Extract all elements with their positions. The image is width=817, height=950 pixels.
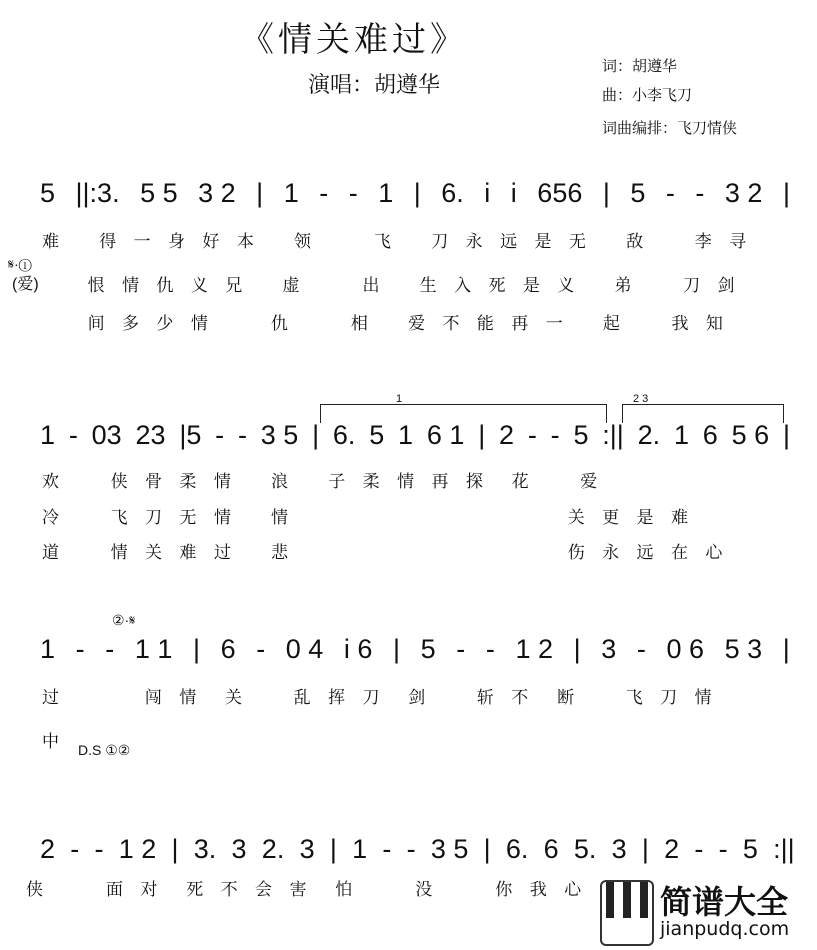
note: 0 6 <box>666 634 704 664</box>
lyric-line-1-2: 恨 情 仇 义 兄 虚 出 生 入 死 是 义 弟 刀 剑 <box>42 276 741 296</box>
note: i <box>484 178 491 208</box>
note: 656 <box>537 178 583 208</box>
note: - <box>665 178 675 208</box>
lyricist-credit: 词：胡遵华 <box>602 57 678 75</box>
site-logo <box>600 880 789 946</box>
piano-keys-icon <box>600 880 654 946</box>
note: 2. <box>261 834 285 864</box>
note: 5 <box>573 420 589 450</box>
note: 3 <box>601 634 617 664</box>
segno-mark-1: 𝄋·① <box>8 256 32 272</box>
note: 6 <box>702 420 718 450</box>
barline: :|| <box>602 420 624 450</box>
barline: | <box>782 634 790 664</box>
note: 6 <box>220 634 236 664</box>
note: - <box>215 420 225 450</box>
note: - <box>319 178 329 208</box>
note: - <box>636 634 646 664</box>
note: 6. <box>505 834 529 864</box>
note: 1 2 <box>515 634 554 664</box>
barline: | <box>171 834 179 864</box>
barline: | <box>782 420 790 450</box>
notation-row-2 <box>40 420 790 451</box>
note: 2 <box>664 834 680 864</box>
song-title: 《情关难过》 <box>240 20 468 60</box>
ending-label-2: 2 3 <box>633 393 649 405</box>
note: 5 <box>630 178 646 208</box>
notation-row-3 <box>40 634 790 665</box>
note: - <box>718 834 728 864</box>
barline: | <box>329 834 337 864</box>
note: 6 1 <box>426 420 465 450</box>
note: 03 <box>91 420 122 450</box>
note: 0 4 <box>285 634 324 664</box>
note: - <box>527 420 537 450</box>
ending-label-1: 1 <box>396 393 403 405</box>
note: 3 <box>611 834 627 864</box>
barline: |5 <box>179 420 202 450</box>
note: 1 <box>352 834 368 864</box>
note: 2 <box>40 834 56 864</box>
note: - <box>75 634 85 664</box>
note: 3 5 <box>260 420 299 450</box>
note: 3. <box>193 834 217 864</box>
note: - <box>237 420 247 450</box>
note: 6 <box>543 834 559 864</box>
note: - <box>406 834 416 864</box>
note: 1 2 <box>118 834 157 864</box>
note: 1 1 <box>134 634 173 664</box>
logo-brand: 简谱大全 <box>660 883 789 921</box>
barline: | <box>312 420 320 450</box>
note: 1 <box>398 420 414 450</box>
notation-row-1 <box>40 178 790 209</box>
note: 2 <box>499 420 515 450</box>
note: 1 <box>40 420 56 450</box>
note: 5 <box>40 178 56 208</box>
note: - <box>456 634 466 664</box>
note: - <box>70 834 80 864</box>
lyric-line-3-2: 中 <box>42 732 65 752</box>
note: 3 5 <box>430 834 469 864</box>
barline: :|| <box>773 834 795 864</box>
note: - <box>94 834 104 864</box>
note: - <box>256 634 266 664</box>
note: 5 3 <box>724 634 763 664</box>
barline: | <box>573 634 581 664</box>
note: 23 <box>135 420 166 450</box>
note: 1 <box>40 634 56 664</box>
barline: | <box>602 178 610 208</box>
lyric-line-2-3: 道 情 关 难 过 悲 伤 永 远 在 心 <box>42 543 729 563</box>
note: - <box>68 420 78 450</box>
barline: | <box>478 420 486 450</box>
note: 3 2 <box>724 178 763 208</box>
barline: | <box>782 178 790 208</box>
note: 5. <box>573 834 597 864</box>
note: 3 <box>299 834 315 864</box>
note: 3 2 <box>198 178 236 208</box>
note: 5 5 <box>140 178 178 208</box>
note: - <box>695 178 705 208</box>
lyric-line-2-1: 欢 侠 骨 柔 情 浪 子 柔 情 再 探 花 爱 <box>42 472 604 492</box>
note: - <box>485 634 495 664</box>
notation-row-4 <box>40 834 795 865</box>
note: - <box>348 178 358 208</box>
note: i 6 <box>343 634 373 664</box>
lyric-line-3-1: 过 闯 情 关 乱 挥 刀 剑 斩 不 断 飞 刀 情 <box>42 688 718 708</box>
composer-credit: 曲：小李飞刀 <box>602 86 693 104</box>
barline: ||:3. <box>75 178 120 208</box>
segno-mark-2: ②·𝄋 <box>112 612 136 628</box>
arranger-credit: 词曲编排：飞刀情侠 <box>602 119 738 137</box>
lyric-line-4-1: 侠 面 对 死 不 会 害 怕 没 你 我 心 <box>26 880 588 900</box>
note: 5 <box>369 420 385 450</box>
note: - <box>550 420 560 450</box>
note: 1 <box>673 420 689 450</box>
lyric-line-1-3: 间 多 少 情 仇 相 爱 不 能 再 一 起 我 知 <box>42 314 729 334</box>
note: 5 <box>420 634 436 664</box>
logo-url: jianpudq.com <box>660 918 790 940</box>
singer-credit: 演唱：胡遵华 <box>308 73 441 98</box>
note: - <box>382 834 392 864</box>
note: 5 <box>742 834 758 864</box>
note: 2. <box>637 420 661 450</box>
barline: | <box>393 634 401 664</box>
note: i <box>510 178 517 208</box>
barline: | <box>192 634 200 664</box>
note: 6. <box>332 420 356 450</box>
note: 6. <box>441 178 464 208</box>
pickup-lyric: (爱) <box>12 276 39 293</box>
lyric-line-2-2: 冷 飞 刀 无 情 情 关 更 是 难 <box>42 508 694 528</box>
note: 5 6 <box>731 420 770 450</box>
lyric-line-1-1: 难 得 一 身 好 本 领 飞 刀 永 远 是 无 敌 李 寻 <box>42 232 753 252</box>
barline: | <box>256 178 264 208</box>
note: - <box>105 634 115 664</box>
note: 1 <box>378 178 394 208</box>
note: 1 <box>283 178 299 208</box>
note: 3 <box>231 834 247 864</box>
note: - <box>694 834 704 864</box>
dal-segno-mark: D.S ①② <box>78 742 131 758</box>
barline: | <box>483 834 491 864</box>
barline: | <box>641 834 649 864</box>
barline: | <box>413 178 421 208</box>
